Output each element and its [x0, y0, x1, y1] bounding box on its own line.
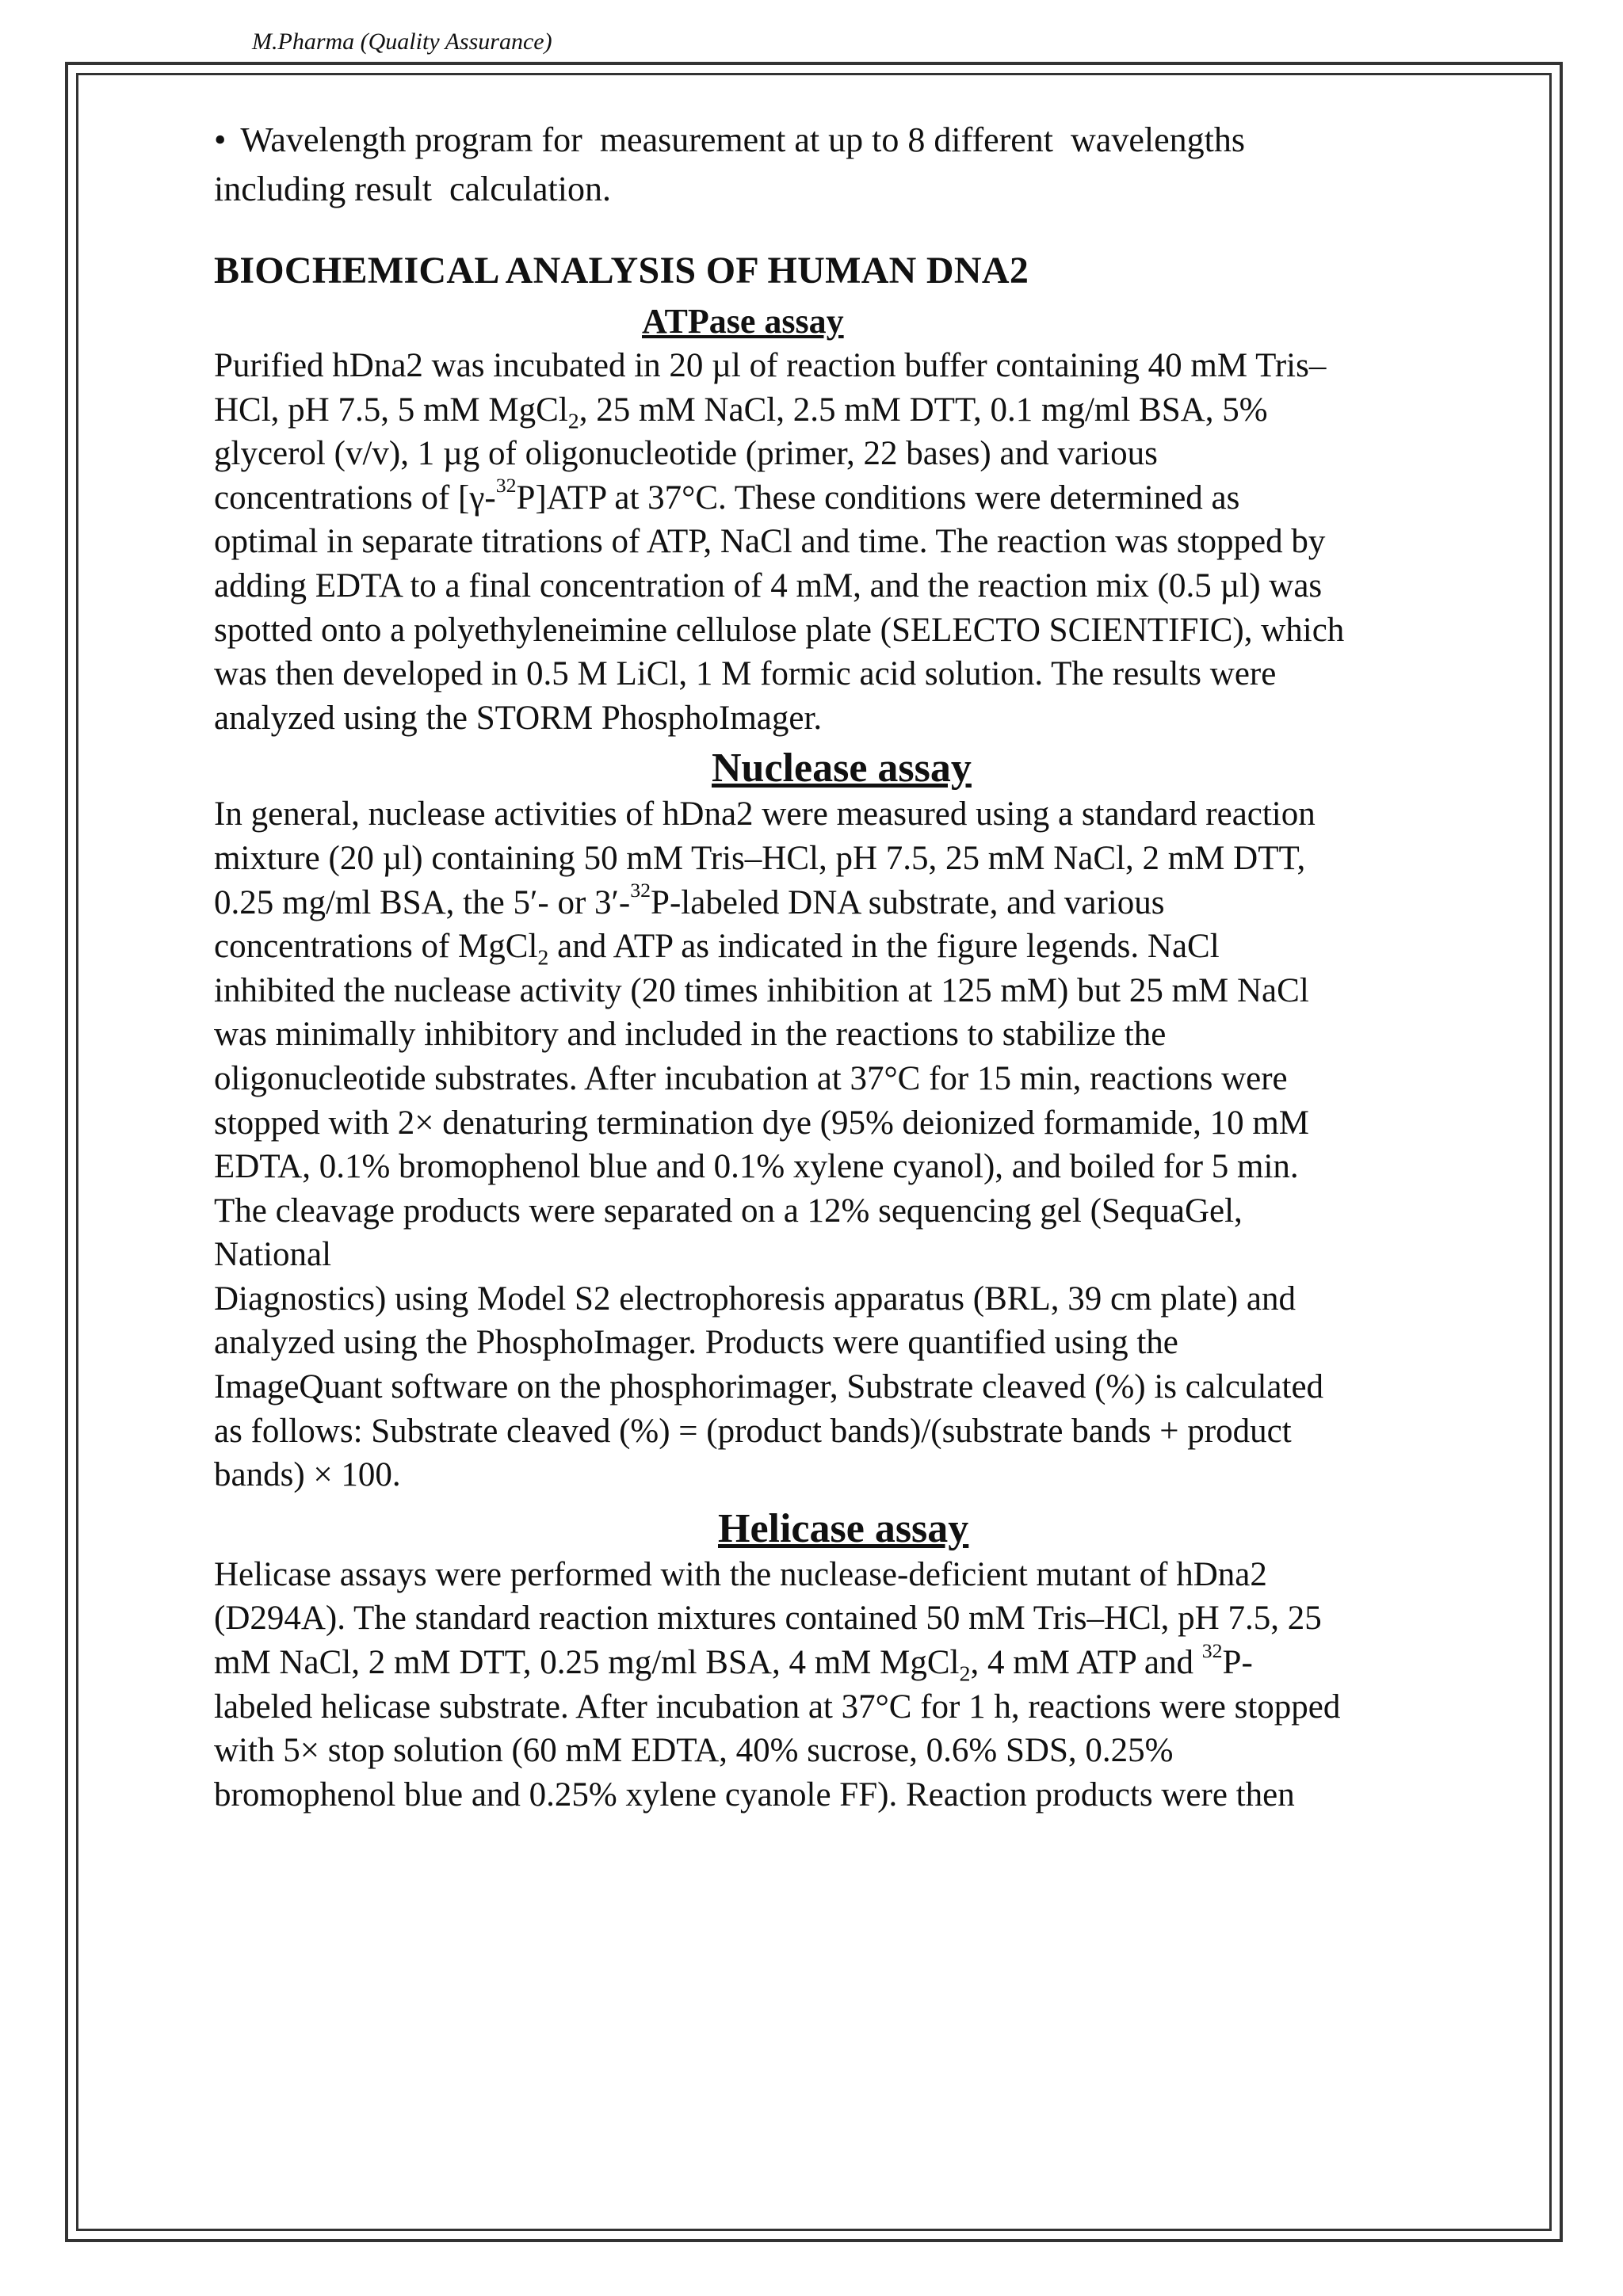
nuclease-line: In general, nuclease activities of hDna2 were measured using a standard reaction	[214, 795, 1316, 833]
nuclease-line: as follows: Substrate cleaved (%) = (product bands)/(substrate bands + product	[214, 1412, 1292, 1450]
text-run: and ATP as indicated in the figure legends. NaCl	[548, 928, 1220, 966]
nuclease-line: Diagnostics) using Model S2 electrophoresis apparatus (BRL, 39 cm plate) and	[214, 1280, 1296, 1318]
helicase-line: labeled helicase substrate. After incubation at 37°C for 1 h, reactions were stopped	[214, 1688, 1341, 1726]
nuclease-line: mixture (20 µl) containing 50 mM Tris–HCl, pH 7.5, 25 mM NaCl, 2 mM DTT,	[214, 839, 1306, 877]
nuclease-line	[214, 925, 1499, 969]
subscript: 2	[567, 409, 579, 434]
helicase-line: Helicase assays were performed with the nuclease-deficient mutant of hDna2	[214, 1555, 1267, 1593]
atpase-line: Purified hDna2 was incubated in 20 µl of reaction buffer containing 40 mM Tris–	[214, 347, 1327, 384]
atpase-line	[214, 388, 1499, 433]
nuclease-line: EDTA, 0.1% bromophenol blue and 0.1% xylene cyanol), and boiled for 5 min.	[214, 1148, 1299, 1186]
section-title: BIOCHEMICAL ANALYSIS OF HUMAN DNA2	[214, 250, 1029, 292]
nuclease-line: oligonucleotide substrates. After incubation at 37°C for 15 min, reactions were	[214, 1059, 1288, 1097]
nuclease-line: inhibited the nuclease activity (20 times inhibition at 125 mM) but 25 mM NaCl	[214, 971, 1309, 1009]
text-run: 0.25 mg/ml BSA, the 5′- or 3′-	[214, 883, 631, 921]
text-run: HCl, pH 7.5, 5 mM MgCl	[214, 391, 568, 429]
superscript: 32	[495, 474, 517, 498]
text-run: P-	[1222, 1644, 1253, 1682]
nuclease-line: stopped with 2× denaturing termination dye (95% deionized formamide, 10 mM	[214, 1104, 1310, 1142]
superscript: 32	[630, 879, 651, 902]
nuclease-paragraph	[214, 792, 1499, 1277]
atpase-line: spotted onto a polyethyleneimine cellulose plate (SELECTO SCIENTIFIC), which	[214, 611, 1345, 649]
atpase-heading: ATPase assay	[642, 302, 844, 341]
intro-bullet-line1: Wavelength program for measurement at up to 8 different wavelengths	[240, 120, 1245, 159]
text-run: mM NaCl, 2 mM DTT, 0.25 mg/ml BSA, 4 mM MgCl	[214, 1644, 960, 1682]
nuclease-line: bands) × 100.	[214, 1456, 401, 1494]
superscript: 32	[1201, 1638, 1223, 1662]
atpase-line: glycerol (v/v), 1 µg of oligonucleotide (primer, 22 bases) and various	[214, 435, 1158, 473]
atpase-line: analyzed using the STORM PhosphoImager.	[214, 699, 823, 737]
nuclease-line: analyzed using the PhosphoImager. Products were quantified using the	[214, 1324, 1178, 1362]
nuclease-line: was minimally inhibitory and included in the reactions to stabilize the	[214, 1016, 1167, 1054]
nuclease-line: ImageQuant software on the phosphorimager, Substrate cleaved (%) is calculated	[214, 1368, 1324, 1406]
text-run: P-labeled DNA substrate, and various	[651, 883, 1165, 921]
text-run: concentrations of MgCl	[214, 928, 538, 966]
text-run: P]ATP at 37°C. These conditions were determined as	[516, 479, 1240, 517]
subscript: 2	[537, 945, 549, 971]
atpase-paragraph	[214, 344, 1499, 740]
helicase-line: with 5× stop solution (60 mM EDTA, 40% sucrose, 0.6% SDS, 0.25%	[214, 1732, 1174, 1770]
subscript: 2	[959, 1661, 971, 1687]
text-run: , 25 mM NaCl, 2.5 mM DTT, 0.1 mg/ml BSA, 5%	[579, 391, 1268, 429]
helicase-paragraph	[214, 1553, 1499, 1817]
nuclease-paragraph-continued	[214, 1277, 1499, 1497]
helicase-line: bromophenol blue and 0.25% xylene cyanole FF). Reaction products were then	[214, 1775, 1295, 1814]
page-content	[214, 116, 1499, 1817]
text-run: , 4 mM ATP and	[970, 1644, 1202, 1682]
nuclease-line: National	[214, 1236, 332, 1274]
atpase-line: adding EDTA to a final concentration of 4 mM, and the reaction mix (0.5 µl) was	[214, 566, 1323, 605]
nuclease-line	[214, 881, 1499, 925]
nuclease-heading: Nuclease assay	[712, 746, 972, 791]
running-header: M.Pharma (Quality Assurance)	[252, 29, 552, 55]
helicase-heading: Helicase assay	[718, 1505, 969, 1551]
atpase-line: was then developed in 0.5 M LiCl, 1 M formic acid solution. The results were	[214, 655, 1277, 693]
atpase-line	[214, 476, 1499, 521]
helicase-line	[214, 1638, 1499, 1687]
intro-bullet-line2: including result calculation.	[214, 170, 611, 208]
text-run: concentrations of [γ-	[214, 479, 496, 517]
nuclease-line: The cleavage products were separated on a 12% sequencing gel (SequaGel,	[214, 1192, 1243, 1230]
intro-bullet	[214, 116, 1499, 214]
helicase-line: (D294A). The standard reaction mixtures contained 50 mM Tris–HCl, pH 7.5, 25	[214, 1600, 1322, 1638]
bullet-icon: •	[214, 120, 227, 159]
atpase-line: optimal in separate titrations of ATP, NaCl and time. The reaction was stopped by	[214, 523, 1326, 561]
